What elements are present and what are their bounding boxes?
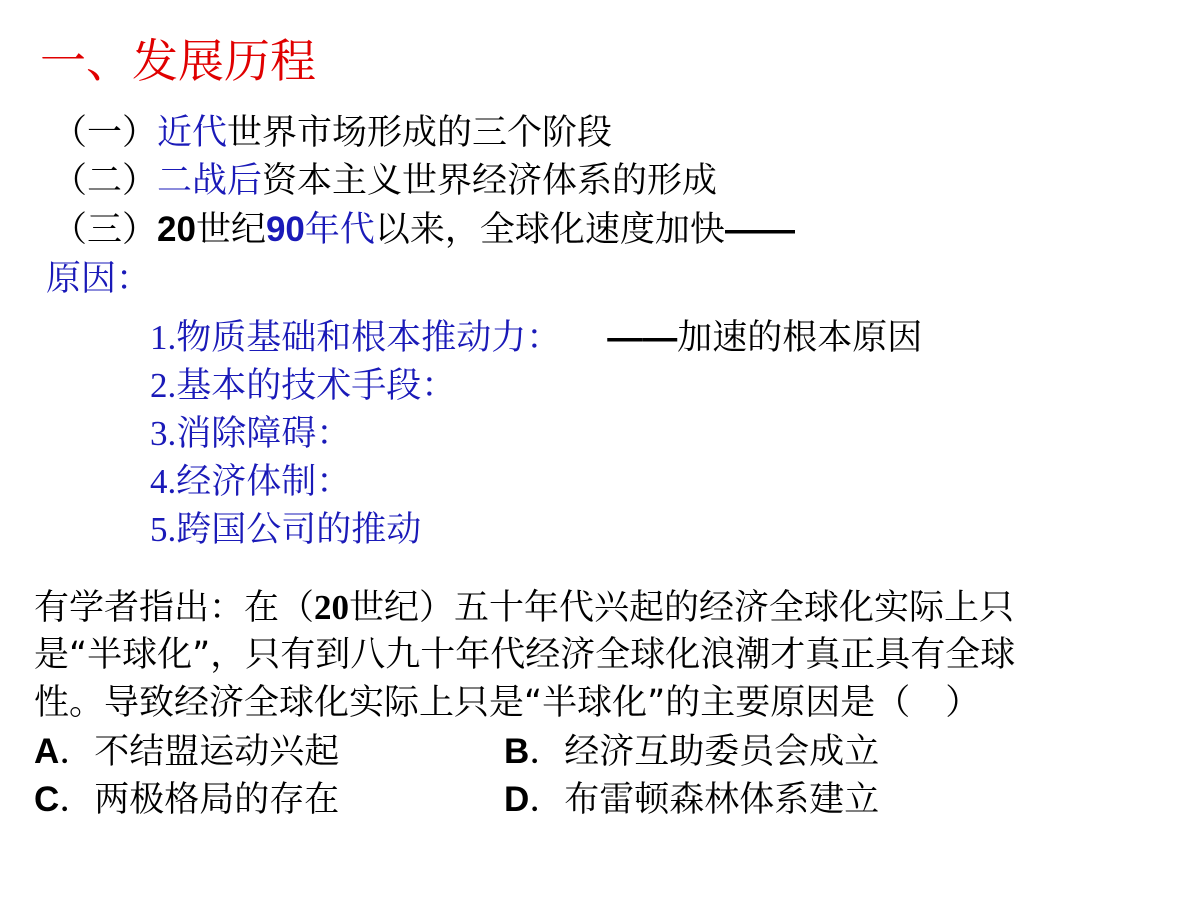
reason-number: 2. [150, 366, 177, 405]
option-text: 经济互助委员会成立 [564, 732, 880, 772]
stage-3-year: 20 [157, 210, 196, 249]
stage-2-prefix: （二） [52, 161, 158, 201]
question-line-3: 性。导致经济全球化实际上只是“半球化”的主要原因是（ ） [34, 683, 981, 723]
option-separator: ． [529, 780, 565, 820]
option-c[interactable] [34, 782, 339, 818]
stage-1-prefix: （一） [52, 113, 158, 153]
option-separator: ． [529, 732, 565, 772]
reason-number: 3. [150, 414, 177, 453]
stage-1-text: 世界市场形成的三个阶段 [227, 113, 613, 153]
reason-note-dash: —— [607, 318, 678, 357]
stage-2-highlight: 二战后 [157, 161, 263, 201]
reason-item [150, 464, 351, 500]
question-text: 世纪）五十年代兴起的经济全球化实际上只 [349, 588, 1015, 628]
stage-3-prefix: （三） [52, 210, 158, 250]
stage-2-text: 资本主义世界经济体系的形成 [262, 161, 718, 201]
option-text: 布雷顿森林体系建立 [564, 780, 880, 820]
option-letter: C [34, 780, 60, 819]
stage-3-decade: 90 [265, 210, 305, 249]
reason-text: 消除障碍： [176, 414, 352, 454]
stage-2 [52, 161, 718, 201]
reason-text: 经济体制： [176, 462, 352, 502]
stage-3 [52, 212, 795, 248]
reason-number: 5. [150, 510, 177, 549]
reason-note [607, 318, 922, 358]
reason-item [150, 320, 922, 356]
question-line-1 [34, 590, 1014, 626]
question-year: 20 [314, 588, 350, 627]
reason-item [150, 416, 351, 452]
reason-text: 跨国公司的推动 [176, 510, 422, 550]
option-text: 不结盟运动兴起 [94, 732, 340, 772]
reason-item [150, 512, 421, 548]
option-d[interactable] [504, 782, 879, 818]
reason-text: 物质基础和根本推动力： [176, 318, 562, 358]
reason-text: 基本的技术手段： [176, 366, 457, 406]
stage-3-century: 世纪 [195, 210, 266, 250]
stage-1-highlight: 近代 [157, 113, 228, 153]
reason-item [150, 368, 456, 404]
option-text: 两极格局的存在 [94, 780, 340, 820]
option-separator: ． [59, 780, 95, 820]
stage-3-dash: —— [724, 210, 795, 249]
option-letter: B [504, 732, 530, 771]
question-line-2: 是“半球化”，只有到八九十年代经济全球化浪潮才真正具有全球 [34, 635, 1016, 675]
slide-title: 一、发展历程 [40, 34, 316, 88]
stage-3-text: 以来，全球化速度加快 [374, 210, 725, 250]
stage-1 [52, 113, 613, 153]
question-text: 有学者指出：在（ [34, 588, 315, 628]
reason-number: 4. [150, 462, 177, 501]
reason-note-text: 加速的根本原因 [677, 318, 923, 358]
stage-3-highlight: 年代 [304, 210, 375, 250]
option-separator: ． [59, 732, 95, 772]
reasons-label: 原因： [46, 259, 152, 299]
option-letter: A [34, 732, 60, 771]
option-a[interactable] [34, 734, 339, 770]
reason-number: 1. [150, 318, 177, 357]
option-letter: D [504, 780, 530, 819]
option-b[interactable] [504, 734, 879, 770]
